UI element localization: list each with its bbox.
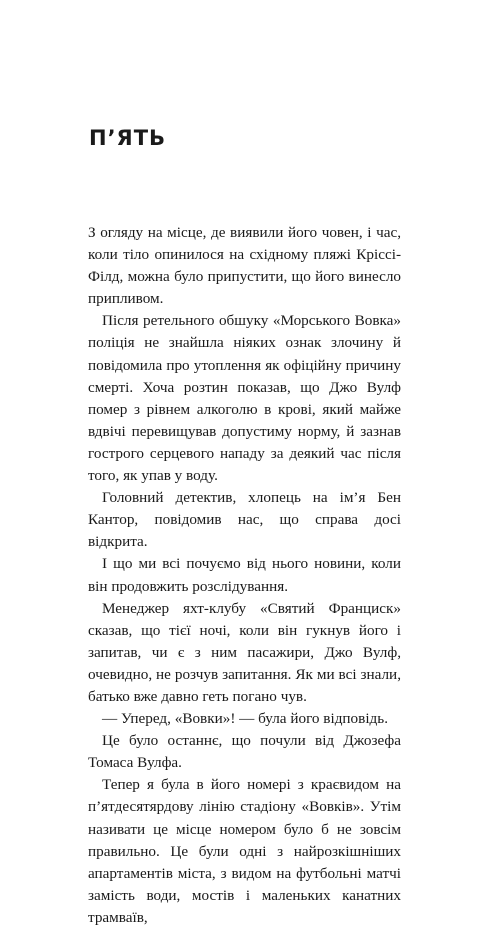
chapter-body bbox=[88, 222, 401, 929]
paragraph: Тепер я була в його номері з краєвидом на п’ятдесятярдову лінію стадіону «Вовків». Утім називати це місце номером було б не зовсім правильно. Це були одні з найрозкішніших апартаментів міста, з видом на футбольні матчі замість води, мостів і маленьких канатних трамваїв, bbox=[88, 776, 401, 926]
paragraph: Це було останнє, що почули від Джозефа Томаса Вулфа. bbox=[88, 732, 401, 772]
paragraph: Після ретельного обшуку «Морського Вовка» поліція не знайшла ніяких ознак злочину й повідомила про утоплення як офіційну причину смерті. Хоча розтин показав, що Джо Вулф помер з рівнем алкоголю в крові, який майже вдвічі перевищував допустиму норму, й зазнав гострого серцевого нападу за деякий час після того, як упав у воду. bbox=[88, 312, 401, 485]
paragraph: Головний детектив, хлопець на ім’я Бен Кантор, повідомив нас, що справа досі відкрита. bbox=[88, 489, 401, 551]
paragraph: З огляду на місце, де виявили його човен, і час, коли тіло опинилося на східному пляжі Кріссі-Філд, можна було припустити, що його винесло припливом. bbox=[88, 224, 401, 308]
paragraph: — Уперед, «Вовки»! — була його відповідь. bbox=[102, 710, 388, 728]
paragraph: Менеджер яхт-клубу «Святий Франциск» сказав, що тієї ночі, коли він гукнув його і запитав, чи є з ним пасажири, Джо Вулф, очевидно, не розчув запитання. Як ми всі знали, батько вже давно геть погано чув. bbox=[88, 599, 401, 705]
chapter-title: П’ЯТЬ bbox=[89, 126, 167, 150]
paragraph: І що ми всі почуємо від нього новини, коли він продовжить розслідування. bbox=[88, 555, 401, 595]
